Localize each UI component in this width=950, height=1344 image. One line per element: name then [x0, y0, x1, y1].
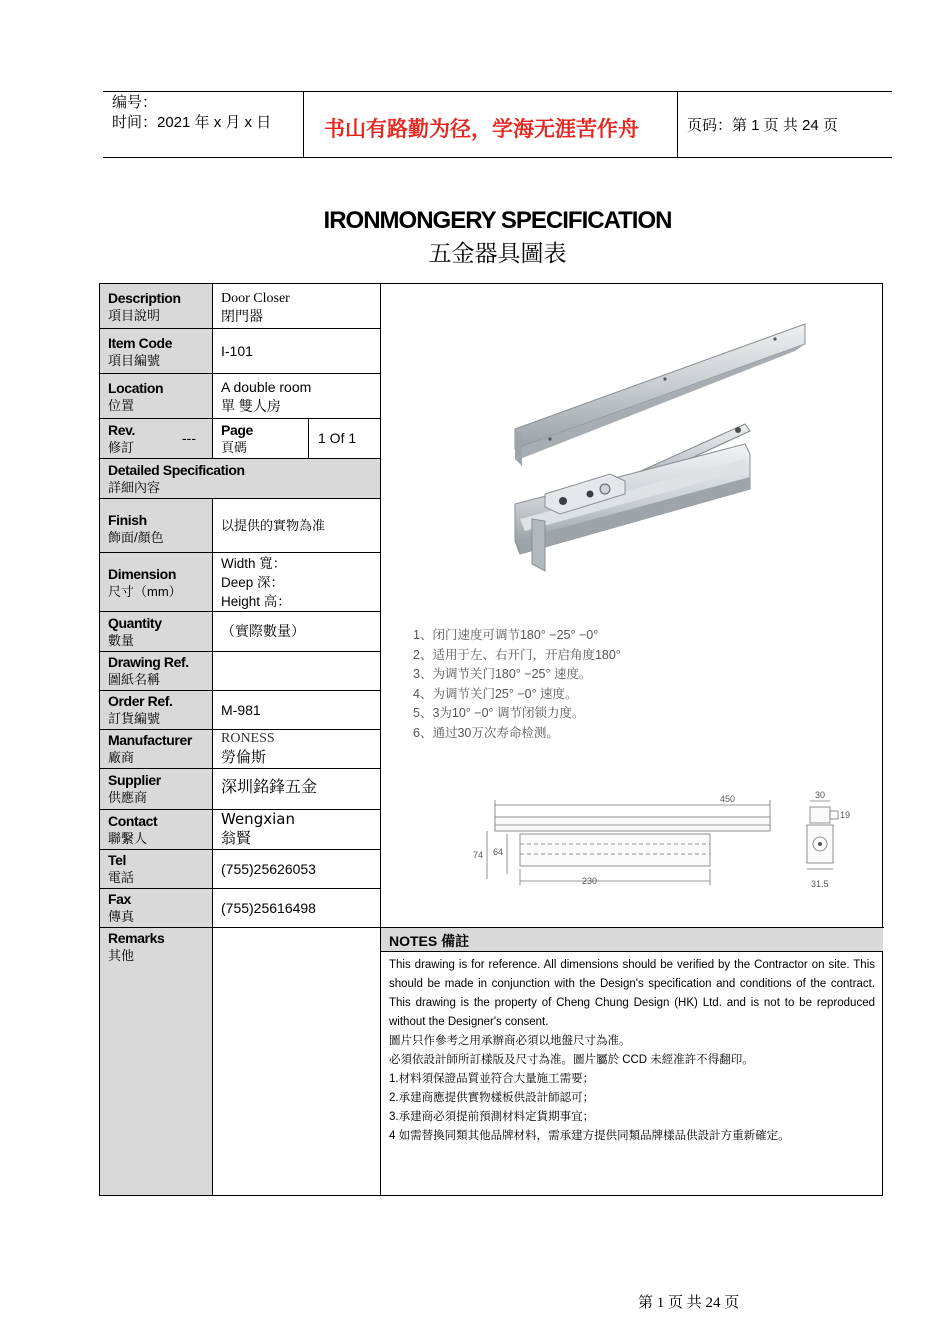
label-dimension: [100, 553, 213, 612]
label-text: Contact: [108, 813, 158, 829]
label-page: [213, 419, 309, 459]
label-detailed-spec: [100, 459, 381, 499]
label-text: Page: [221, 422, 253, 438]
dimension-height: Height 高：: [221, 594, 291, 609]
value-text: Wengxian: [221, 810, 295, 828]
label-text-cn: 位置: [108, 398, 135, 413]
label-text: Quantity: [108, 615, 162, 631]
label-drawing-ref: [100, 652, 213, 691]
label-text-cn: 數量: [108, 633, 135, 648]
spec-line: 5、3为10° −0° 调节闭锁力度。: [413, 706, 585, 720]
value-manufacturer: [213, 730, 381, 769]
notes-item: 2.承建商應提供實物樣板供設計師認可；: [389, 1092, 595, 1104]
value-item-code: [213, 329, 381, 374]
label-text-cn: 其他: [108, 948, 135, 963]
value-text-cn: 勞倫斯: [221, 749, 267, 766]
label-text: Rev.: [108, 422, 135, 438]
label-text-cn: 項目編號: [108, 353, 161, 368]
label-text-cn: 詳細內容: [108, 480, 161, 495]
dim-74: 74: [473, 850, 484, 860]
label-text: Drawing Ref.: [108, 654, 189, 670]
spec-line: 6、通过30万次寿命检测。: [413, 725, 559, 740]
dimension-width: Width 寬：: [221, 556, 287, 571]
value-quantity: [213, 612, 381, 652]
label-text-cn: 頁碼: [221, 440, 248, 455]
dimension-deep: Deep 深：: [221, 575, 285, 590]
value-location: [213, 374, 381, 419]
label-fax: [100, 889, 213, 928]
grid-line: [100, 458, 381, 459]
value-text: 深圳銘鋒五金: [221, 779, 318, 796]
dim-230: 230: [582, 876, 598, 886]
label-text: Item Code: [108, 335, 173, 351]
label-location: [100, 374, 213, 419]
spec-line: 1、闭门速度可调节180° −25° −0°: [413, 628, 599, 642]
label-text-cn: 電話: [108, 870, 135, 885]
label-contact: [100, 810, 213, 850]
grid-line: [100, 373, 381, 374]
grid-line: [100, 888, 381, 889]
label-text: Description: [108, 290, 181, 306]
value-text: 1 Of 1: [318, 430, 357, 446]
label-text-cn: 聯繫人: [108, 831, 148, 846]
notes-item: 4 如需替換同類其他品牌材料，需承建方提供同類品牌樣品供設計方重新確定。: [389, 1130, 790, 1142]
dim-64: 64: [493, 847, 504, 857]
label-text-cn: 訂貨編號: [108, 711, 161, 726]
label-text: Remarks: [108, 930, 165, 946]
grid-line: [100, 651, 381, 652]
value-text: M-981: [221, 702, 261, 718]
grid-line: [100, 768, 381, 769]
header-motto: 书山有路勤为径，学海无涯苦作舟: [324, 116, 639, 141]
grid-line: [308, 419, 309, 459]
value-contact: [213, 810, 381, 850]
grid-line: [100, 849, 381, 850]
label-text: Order Ref.: [108, 693, 173, 709]
label-text: Tel: [108, 852, 126, 868]
grid-line: [212, 284, 213, 459]
notes-text-cn: 必須依設計師所訂樣版及尺寸為准。圖片屬於 CCD 未經准許不得翻印。: [389, 1054, 754, 1066]
grid-line: [100, 690, 381, 691]
grid-line: [100, 729, 381, 730]
value-text: I-101: [221, 343, 253, 359]
value-fax: [213, 889, 381, 928]
value-drawing-ref: [213, 652, 381, 691]
document-title: IRONMONGERY SPECIFICATION: [323, 207, 672, 234]
value-text: (755)25626053: [221, 861, 316, 877]
label-item-code: [100, 329, 213, 374]
notes-text-en: This drawing is for reference. All dimensions should be verified by the Contractor on site. This should be made in conjunction with the Design's specification and conditions of the contract. This drawing is the property of Cheng Chung Design (HK) Ltd. and is not to be reproduced without the Designer's consent.: [389, 959, 875, 1028]
header-bottom-rule: [103, 157, 892, 158]
value-finish: [213, 499, 381, 553]
label-text-cn: 傳真: [108, 909, 135, 924]
value-text: A double room: [221, 379, 312, 395]
header-top-rule: [103, 91, 892, 92]
dimension-drawing: [465, 789, 870, 894]
value-text: (755)25616498: [221, 900, 316, 916]
dim-19: 19: [840, 810, 851, 820]
value-text: RONESS: [221, 731, 275, 746]
label-text: Manufacturer: [108, 732, 192, 748]
header-page-label: 页码：第 1 页 共 24 页: [687, 117, 838, 134]
dim-31-5: 31.5: [811, 879, 829, 889]
notes-header: [381, 928, 883, 952]
value-text: （實際數量）: [221, 623, 305, 639]
label-text: Detailed Specification: [108, 462, 245, 478]
label-manufacturer: [100, 730, 213, 769]
notes-item: 3.承建商必須提前預測材料定貨期事宜；: [389, 1111, 595, 1123]
label-tel: [100, 850, 213, 889]
page-footer: 第 1 页 共 24 页: [638, 1295, 740, 1311]
dim-450: 450: [720, 794, 736, 804]
label-text-cn: 圖紙名稱: [108, 672, 161, 687]
value-dimension: [213, 553, 381, 612]
value-text-cn: 閉門器: [221, 310, 263, 325]
label-quantity: [100, 612, 213, 652]
value-page: [309, 419, 381, 459]
value-tel: [213, 850, 381, 889]
grid-line: [100, 611, 381, 612]
label-supplier: [100, 769, 213, 810]
label-text: Supplier: [108, 772, 161, 788]
value-rev: [165, 419, 213, 459]
label-text: Fax: [108, 891, 131, 907]
grid-line: [100, 498, 381, 499]
spec-list: [413, 626, 621, 743]
label-text: Location: [108, 380, 164, 396]
document-title-cn: 五金器具圖表: [428, 240, 567, 266]
value-description: [213, 284, 381, 329]
notes-text-cn: 圖片只作參考之用承辦商必須以地盤尺寸為准。: [389, 1035, 631, 1047]
header-divider-2: [677, 91, 678, 158]
label-text: Dimension: [108, 566, 176, 582]
label-order-ref: [100, 691, 213, 730]
label-description: [100, 284, 213, 329]
header-divider-1: [303, 91, 304, 158]
grid-line: [100, 809, 381, 810]
notes-body: [381, 954, 883, 1146]
grid-line: [100, 328, 381, 329]
label-text: Finish: [108, 512, 147, 528]
label-text-cn: 項目說明: [108, 308, 161, 323]
value-text: ---: [182, 430, 196, 446]
label-finish: [100, 499, 213, 553]
value-text: 以提供的實物為准: [221, 518, 326, 533]
label-remarks: [100, 928, 213, 1195]
label-rev: [100, 419, 165, 459]
label-text-cn: 飾面/顏色: [108, 530, 164, 545]
spec-line: 4、为调节关门25° −0° 速度。: [413, 686, 578, 701]
value-text-cn: 翁賢: [221, 830, 252, 847]
spec-line: 2、适用于左、右开门，开启角度180°: [413, 647, 621, 662]
value-text: Door Closer: [221, 291, 290, 306]
value-supplier: [213, 769, 381, 810]
label-text-cn: 廠商: [108, 750, 135, 765]
value-text-cn: 單 雙人房: [221, 398, 281, 414]
spec-line: 3、为调节关门180° −25° 速度。: [413, 667, 592, 681]
dim-30: 30: [815, 790, 826, 800]
grid-line: [100, 552, 381, 553]
notes-heading: NOTES 備註: [389, 933, 470, 949]
notes-item: 1.材料須保證品質並符合大量施工需要；: [389, 1073, 595, 1085]
label-text-cn: 尺寸（mm）: [108, 584, 182, 599]
value-order-ref: [213, 691, 381, 730]
header-number-label: 编号：: [112, 94, 158, 111]
header-time-label: 时间：2021 年 x 月 x 日: [112, 114, 272, 131]
grid-line: [100, 418, 381, 419]
label-text-cn: 供應商: [108, 790, 148, 805]
spec-table: [99, 283, 883, 1196]
grid-line: [212, 499, 213, 1195]
door-closer-image: [400, 309, 820, 599]
label-text-cn: 修訂: [108, 440, 135, 455]
